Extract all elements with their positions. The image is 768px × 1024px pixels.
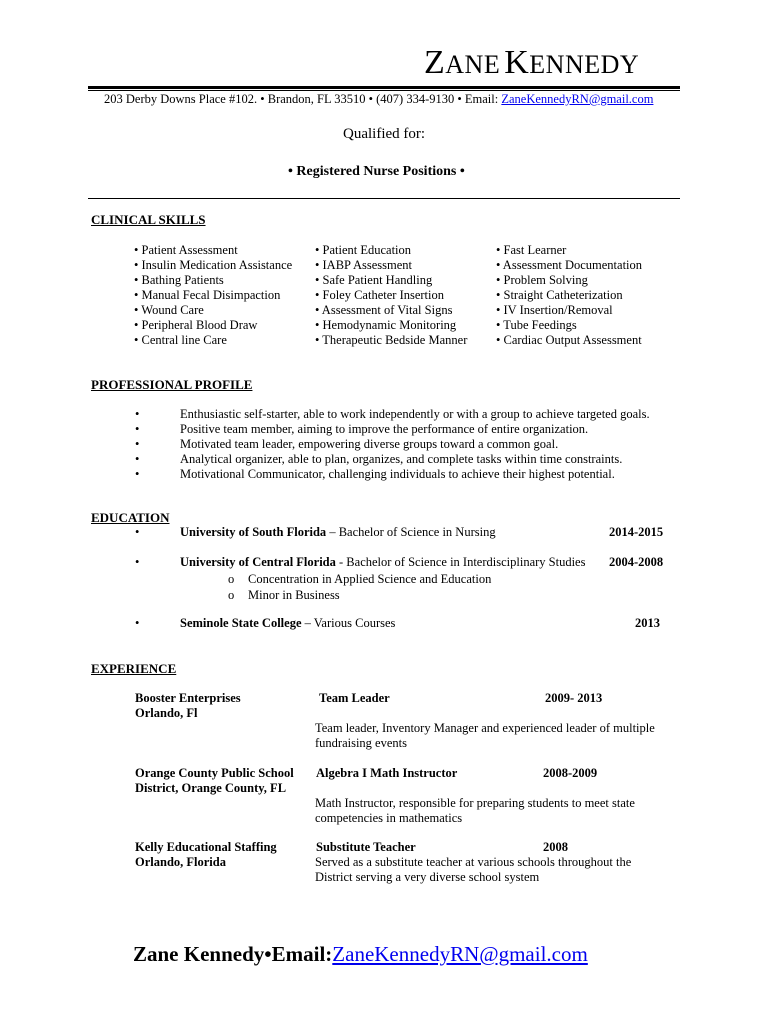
employer-name: Orange County Public School	[135, 766, 294, 780]
skill-item: • Patient Assessment	[134, 243, 238, 257]
education-item	[180, 555, 585, 570]
education-sub-item: Minor in Business	[248, 588, 340, 602]
degree: – Various Courses	[301, 616, 396, 630]
job-title: Algebra I Math Instructor	[316, 766, 458, 780]
bullet-icon: •	[135, 525, 140, 539]
bullet-icon: •	[135, 616, 140, 630]
job-title: Substitute Teacher	[316, 840, 416, 854]
sub-bullet-icon: o	[228, 588, 235, 602]
skill-item: • IABP Assessment	[315, 258, 412, 272]
education-heading: EDUCATION	[91, 510, 170, 525]
footer-email-link[interactable]: ZaneKennedyRN@gmail.com	[332, 942, 588, 966]
skill-item: • Bathing Patients	[134, 273, 224, 287]
degree: – Bachelor of Science in Nursing	[326, 525, 496, 539]
bullet-icon: •	[135, 437, 140, 451]
bullet-icon: •	[135, 452, 140, 466]
skill-item: • Therapeutic Bedside Manner	[315, 333, 468, 347]
school-name: University of South Florida	[180, 525, 327, 539]
bullet-icon: •	[135, 555, 140, 569]
skill-item: • Cardiac Output Assessment	[496, 333, 642, 347]
job-years: 2009- 2013	[545, 691, 603, 705]
job-description: competencies in mathematics	[315, 811, 463, 825]
experience-heading: EXPERIENCE	[91, 661, 177, 676]
profile-item: Analytical organizer, able to plan, organizes, and complete tasks within time constraints.	[180, 452, 623, 466]
skill-item: • Insulin Medication Assistance	[134, 258, 293, 272]
contact-line	[104, 92, 653, 107]
contact-text: 203 Derby Downs Place #102. • Brandon, FL 33510 • (407) 334-9130 • Email:	[104, 92, 502, 106]
skill-item: • Safe Patient Handling	[315, 273, 433, 287]
header-rule	[88, 86, 680, 89]
skill-item: • Manual Fecal Disimpaction	[134, 288, 281, 302]
employer-name: District, Orange County, FL	[135, 781, 287, 795]
education-sub-item: Concentration in Applied Science and Education	[248, 572, 492, 586]
job-description: District serving a very diverse school system	[315, 870, 540, 884]
job-description: Math Instructor, responsible for preparing students to meet state	[315, 796, 635, 810]
job-years: 2008-2009	[543, 766, 598, 780]
bullet-icon: •	[135, 467, 140, 481]
name-last-initial: K	[504, 44, 530, 81]
job-description: Served as a substitute teacher at various schools throughout the	[315, 855, 632, 869]
job-title: Team Leader	[319, 691, 390, 705]
skill-item: • Peripheral Blood Draw	[134, 318, 258, 332]
employer-name: Orlando, Fl	[135, 706, 198, 720]
job-description: Team leader, Inventory Manager and experienced leader of multiple	[315, 721, 655, 735]
education-item	[180, 525, 496, 540]
skill-item: • Patient Education	[315, 243, 412, 257]
skill-item: • Tube Feedings	[496, 318, 577, 332]
job-description: fundraising events	[315, 736, 407, 750]
resume-name	[424, 44, 639, 82]
profile-item: Positive team member, aiming to improve the performance of entire organization.	[180, 422, 589, 436]
clinical-skills-heading: CLINICAL SKILLS	[91, 212, 206, 227]
employer-name: Orlando, Florida	[135, 855, 226, 869]
employer-name: Booster Enterprises	[135, 691, 241, 705]
skill-item: • Central line Care	[134, 333, 227, 347]
school-name: Seminole State College	[180, 616, 302, 630]
skill-item: • Foley Catheter Insertion	[315, 288, 444, 302]
education-years: 2013	[635, 616, 660, 630]
name-first-rest: ANE	[445, 50, 501, 79]
school-name: University of Central Florida	[180, 555, 336, 569]
job-years: 2008	[543, 840, 568, 854]
header-rule-thin	[88, 90, 680, 91]
name-last-rest: ENNEDY	[529, 50, 640, 79]
professional-profile-heading: PROFESSIONAL PROFILE	[91, 377, 253, 392]
education-years: 2004-2008	[609, 555, 664, 569]
section-rule	[88, 198, 680, 199]
skill-item: • Assessment of Vital Signs	[315, 303, 453, 317]
skill-item: • IV Insertion/Removal	[496, 303, 613, 317]
skill-item: • Wound Care	[134, 303, 204, 317]
qualified-for: Qualified for:	[343, 126, 426, 142]
employer-name: Kelly Educational Staffing	[135, 840, 277, 854]
bullet-icon: •	[135, 407, 140, 421]
education-item	[180, 616, 395, 631]
skill-item: • Fast Learner	[496, 243, 567, 257]
footer-contact	[133, 942, 588, 967]
footer-name: Zane Kennedy•Email:	[133, 942, 333, 966]
target-position: • Registered Nurse Positions •	[288, 164, 465, 179]
degree: - Bachelor of Science in Interdisciplinary Studies	[335, 555, 586, 569]
skill-item: • Hemodynamic Monitoring	[315, 318, 457, 332]
name-first-initial: Z	[424, 44, 446, 81]
contact-email-link[interactable]: ZaneKennedyRN@gmail.com	[501, 92, 654, 106]
profile-item: Motivated team leader, empowering diverse groups toward a common goal.	[180, 437, 559, 451]
skill-item: • Problem Solving	[496, 273, 588, 287]
education-years: 2014-2015	[609, 525, 664, 539]
skill-item: • Straight Catheterization	[496, 288, 623, 302]
profile-item: Motivational Communicator, challenging individuals to achieve their highest potential.	[180, 467, 615, 481]
bullet-icon: •	[135, 422, 140, 436]
skill-item: • Assessment Documentation	[496, 258, 643, 272]
sub-bullet-icon: o	[228, 572, 235, 586]
profile-item: Enthusiastic self-starter, able to work independently or with a group to achieve targeted goals.	[180, 407, 650, 421]
